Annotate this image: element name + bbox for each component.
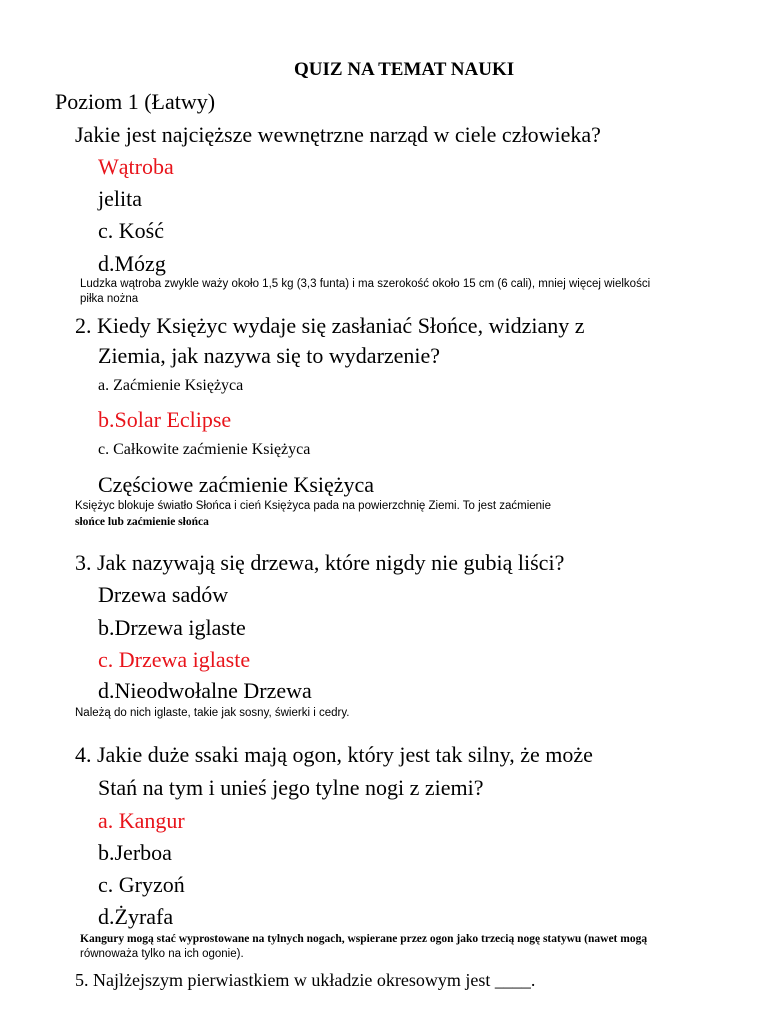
q4-option-b: b.Jerboa (98, 840, 172, 865)
q2-explanation-line-1: Księżyc blokuje światło Słońca i cień Księżyca pada na powierzchnię Ziemi. To jest zaćmienie (75, 500, 551, 512)
q2-option-d: Częściowe zaćmienie Księżyca (98, 472, 375, 497)
q3-option-d: d.Nieodwołalne Drzewa (98, 678, 312, 703)
q4-explanation-line-1: Kangury mogą stać wyprostowane na tylnych nogach, wspierane przez ogon jako trzecią nogę statywu (nawet mogą (80, 933, 648, 945)
q2-option-b-correct: b.Solar Eclipse (98, 407, 232, 432)
q1-option-a-correct: Wątroba (98, 154, 174, 179)
q1-explanation-line-2: piłka nożna (80, 293, 139, 305)
question-1-text: Jakie jest najcięższe wewnętrzne narząd w ciele człowieka? (75, 122, 601, 147)
q4-explanation-line-2: równoważa tylko na ich ogonie). (80, 948, 244, 960)
q1-option-c: c. Kość (98, 218, 164, 243)
q1-explanation-line-1: Ludzka wątroba zwykle waży około 1,5 kg (3,3 funta) i ma szerokość około 15 cm (6 cali), mniej więcej wielkości (80, 278, 651, 290)
question-5-text: 5. Najlżejszym pierwiastkiem w układzie okresowym jest ____. (75, 970, 536, 990)
q3-option-b: b.Drzewa iglaste (98, 615, 246, 640)
q4-option-c: c. Gryzoń (98, 872, 185, 897)
q1-option-b: jelita (98, 186, 142, 211)
q2-option-a: a. Zaćmienie Księżyca (98, 377, 244, 394)
q3-option-a: Drzewa sadów (98, 582, 229, 607)
question-3-text: 3. Jak nazywają się drzewa, które nigdy nie gubią liści? (75, 550, 565, 575)
q4-option-d: d.Żyrafa (98, 904, 174, 929)
q2-option-c: c. Całkowite zaćmienie Księżyca (98, 441, 311, 458)
q3-explanation: Należą do nich iglaste, takie jak sosny, świerki i cedry. (75, 707, 350, 719)
q2-explanation-line-2: słońce lub zaćmienie słońca (75, 516, 209, 528)
q4-option-a-correct: a. Kangur (98, 808, 185, 833)
question-2-text-line-2: Ziemia, jak nazywa się to wydarzenie? (98, 343, 441, 368)
question-4-text-line-1: 4. Jakie duże ssaki mają ogon, który jest tak silny, że może (75, 742, 593, 767)
q1-option-d: d.Mózg (98, 251, 166, 276)
question-2-text-line-1: 2. Kiedy Księżyc wydaje się zasłaniać Słońce, widziany z (75, 313, 585, 338)
quiz-title: QUIZ NA TEMAT NAUKI (294, 59, 515, 80)
level-heading: Poziom 1 (Łatwy) (55, 89, 216, 114)
q3-option-c-correct: c. Drzewa iglaste (98, 647, 251, 672)
question-4-text-line-2: Stań na tym i unieś jego tylne nogi z ziemi? (98, 775, 484, 800)
